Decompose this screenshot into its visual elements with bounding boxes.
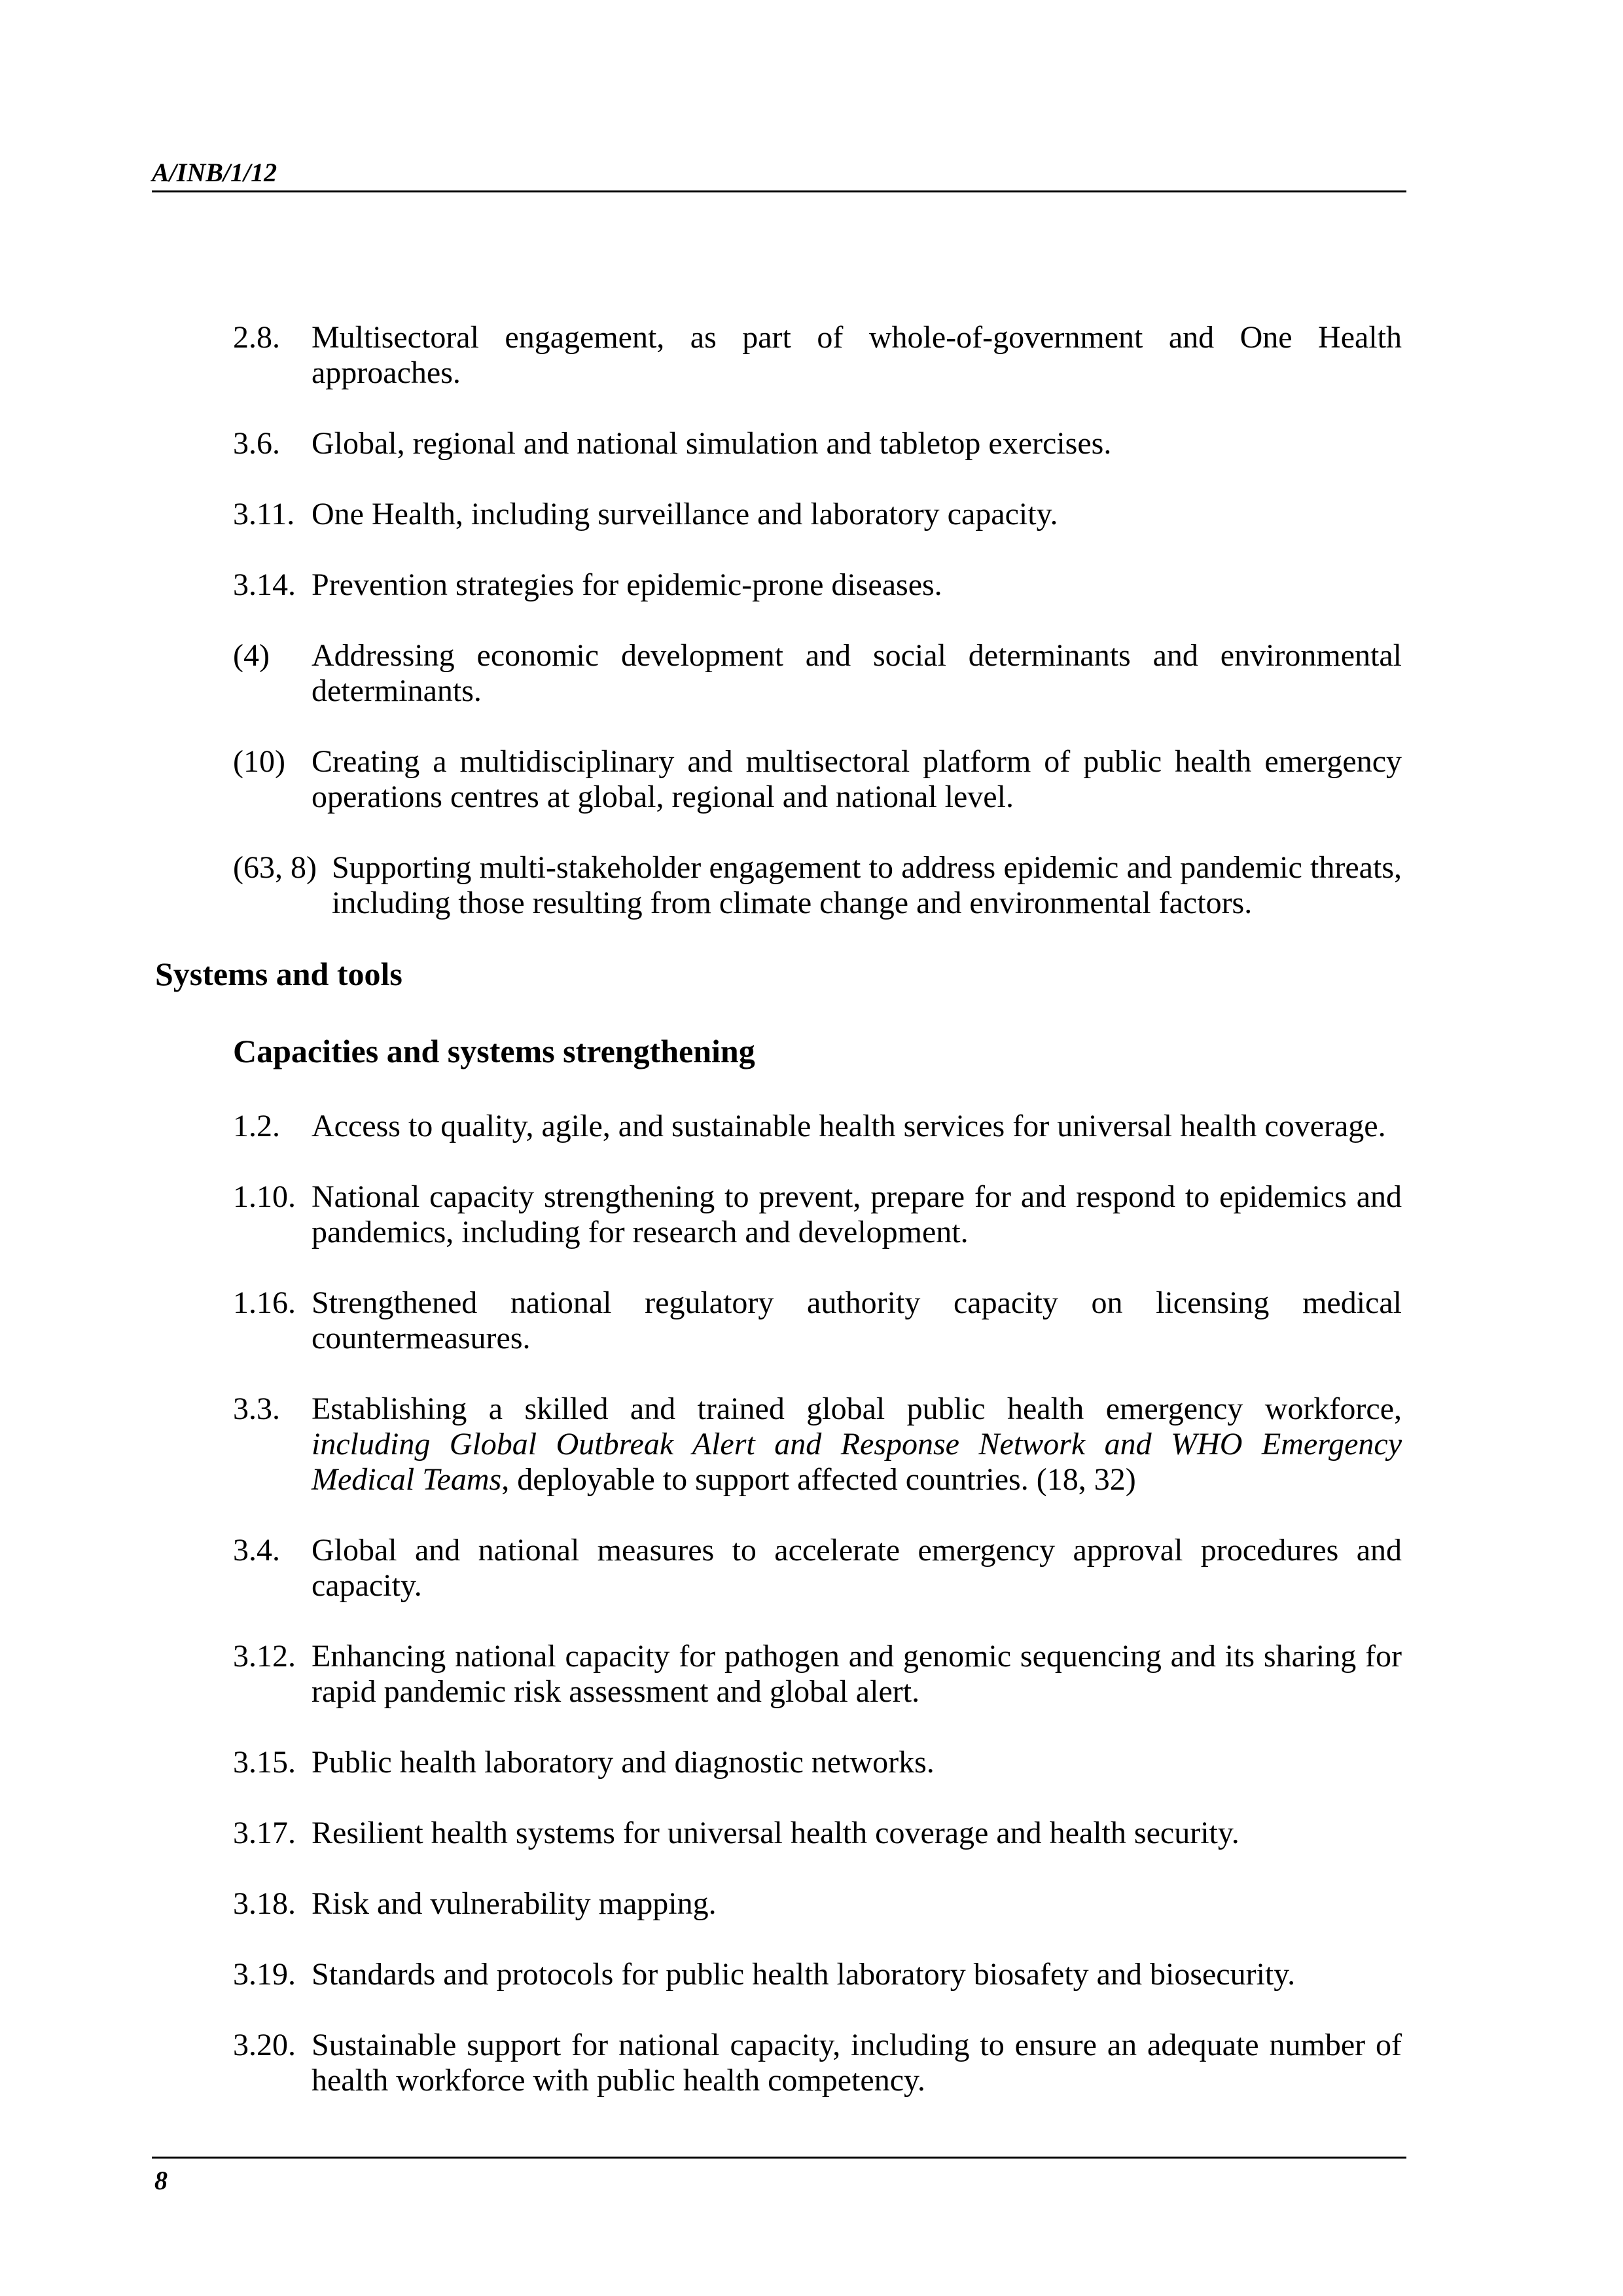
list-item	[152, 1816, 1402, 1851]
list-item	[152, 1745, 1402, 1780]
item-number: 3.3.	[233, 1391, 280, 1426]
item-text: Establishing a skilled and trained global public health emergency workforce,	[312, 1391, 1402, 1426]
item-number: 3.17.	[233, 1816, 296, 1850]
document-symbol: A/INB/1/12	[152, 158, 277, 187]
item-text: Resilient health systems for universal health coverage and health security.	[312, 1816, 1240, 1850]
item-text: Strengthened national regulatory authority capacity on licensing medical countermeasures.	[312, 1285, 1402, 1355]
item-number: 3.14.	[233, 567, 296, 602]
list-item	[152, 426, 1402, 461]
item-number: 3.20.	[233, 2028, 296, 2062]
list-item	[152, 638, 1402, 709]
item-text: Supporting multi-stakeholder engagement to address epidemic and pandemic threats, including those resulting from climate change and environmental factors.	[332, 850, 1402, 920]
item-number: 3.6.	[233, 426, 280, 461]
item-number: (63, 8)	[233, 850, 317, 885]
item-text: Addressing economic development and social determinants and environmental determinants.	[312, 638, 1402, 708]
item-text: Standards and protocols for public health laboratory biosafety and biosecurity.	[312, 1957, 1296, 1992]
item-text: , deployable to support affected countries. (18, 32)	[501, 1462, 1136, 1497]
item-text: Prevention strategies for epidemic-prone diseases.	[312, 567, 942, 602]
list-item	[152, 2028, 1402, 2098]
item-number: 3.12.	[233, 1639, 296, 1674]
item-text: Risk and vulnerability mapping.	[312, 1886, 717, 1921]
item-text: Enhancing national capacity for pathogen and genomic sequencing and its sharing for rapid pandemic risk assessment and global alert.	[312, 1639, 1402, 1709]
page-content	[152, 320, 1402, 2134]
list-item	[152, 1285, 1402, 1356]
list-item	[152, 497, 1402, 532]
item-number: 1.2.	[233, 1109, 280, 1143]
item-text: Access to quality, agile, and sustainable health services for universal health coverage.	[312, 1109, 1386, 1143]
item-text: Sustainable support for national capacity, including to ensure an adequate number of health workforce with public health competency.	[312, 2028, 1402, 2098]
list-item	[152, 1957, 1402, 1992]
item-number: (10)	[233, 744, 285, 779]
list-item	[152, 567, 1402, 603]
item-number: 3.18.	[233, 1886, 296, 1921]
subsection-heading: Capacities and systems strengthening	[233, 1033, 755, 1069]
item-number: 1.10.	[233, 1179, 296, 1214]
item-text: Global, regional and national simulation and tabletop exercises.	[312, 426, 1112, 461]
item-text: Global and national measures to accelerate emergency approval procedures and capacity.	[312, 1533, 1402, 1603]
item-number: 1.16.	[233, 1285, 296, 1320]
item-text: One Health, including surveillance and laboratory capacity.	[312, 497, 1058, 531]
list-item	[152, 1109, 1402, 1144]
header-rule	[152, 190, 1406, 192]
item-number: 2.8.	[233, 320, 280, 355]
item-text: Creating a multidisciplinary and multisectoral platform of public health emergency operations centres at global, regional and national level.	[312, 744, 1402, 814]
list-item	[152, 1179, 1402, 1250]
list-item	[152, 1639, 1402, 1710]
page-number: 8	[154, 2166, 168, 2195]
item-text: National capacity strengthening to prevent, prepare for and respond to epidemics and pandemics, including for research and development.	[312, 1179, 1402, 1249]
list-item	[152, 320, 1402, 391]
section-heading: Systems and tools	[155, 956, 402, 992]
item-number: 3.15.	[233, 1745, 296, 1780]
item-number: 3.11.	[233, 497, 295, 531]
item-number: 3.19.	[233, 1957, 296, 1992]
list-item	[152, 1391, 1402, 1498]
item-text: Multisectoral engagement, as part of whole-of-government and One Health approaches.	[312, 320, 1402, 390]
item-number: 3.4.	[233, 1533, 280, 1568]
list-item	[152, 850, 1402, 921]
item-number: (4)	[233, 638, 270, 673]
list-item	[152, 1533, 1402, 1604]
list-item	[152, 1886, 1402, 1922]
item-text: Public health laboratory and diagnostic networks.	[312, 1745, 935, 1780]
footer-rule	[152, 2157, 1406, 2159]
item-text-italic: including Global Outbreak Alert and Response Network and WHO Emergency Medical Teams	[312, 1427, 1402, 1497]
list-item	[152, 744, 1402, 815]
